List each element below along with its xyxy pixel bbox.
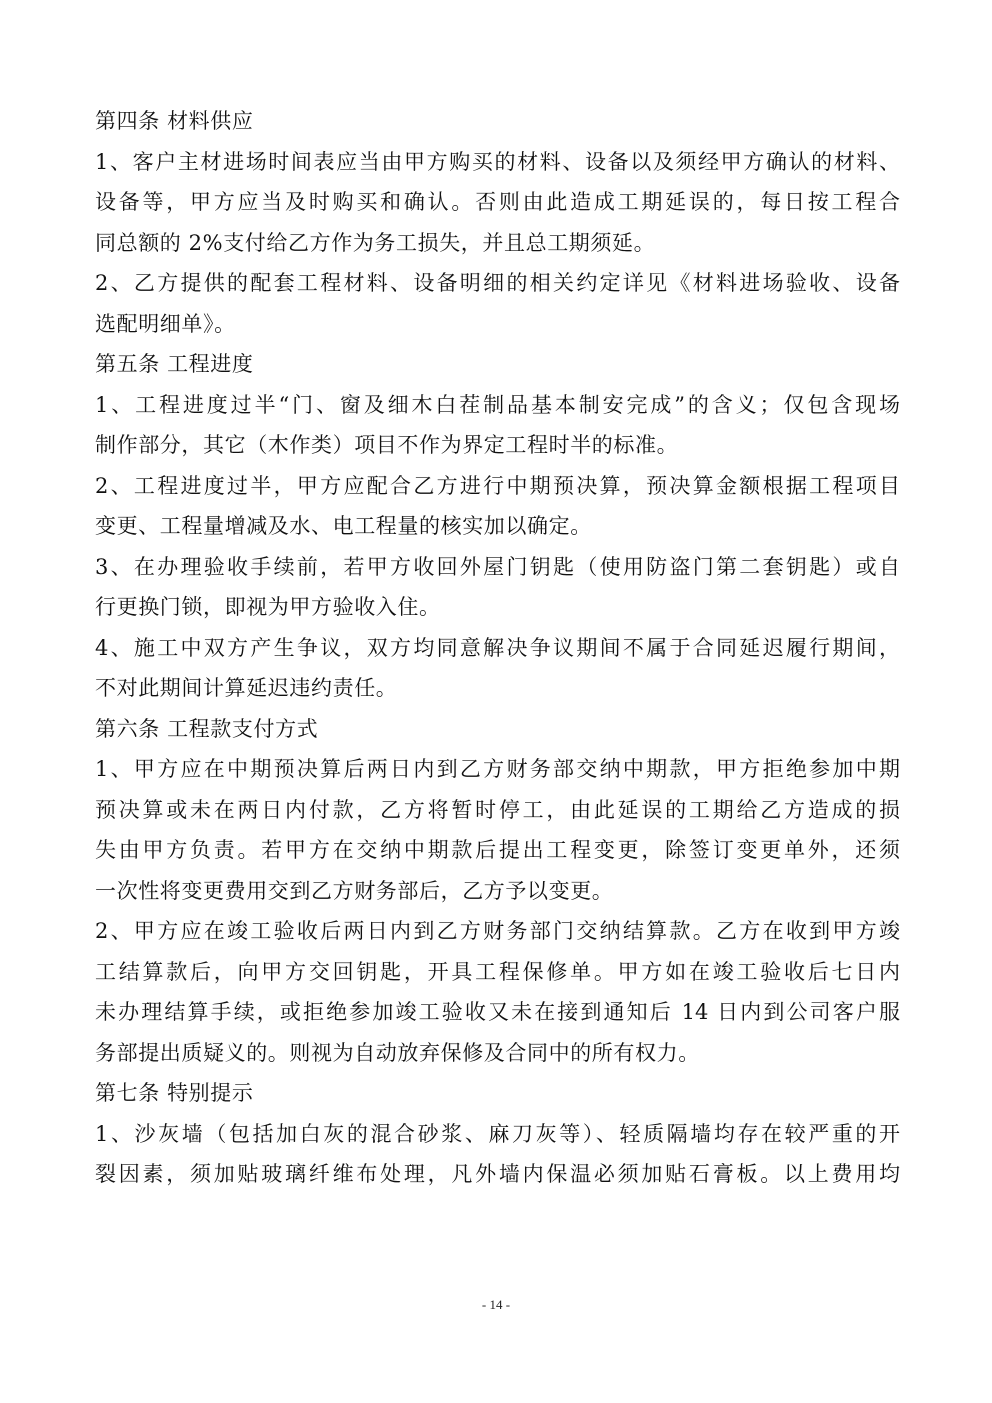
text-line: 3、在办理验收手续前，若甲方收回外屋门钥匙（使用防盗门第二套钥匙）或自 <box>95 554 900 579</box>
text-line: 同总额的 2%支付给乙方作为务工损失，并且总工期须延。 <box>95 230 656 255</box>
text-line: 工结算款后，向甲方交回钥匙，开具工程保修单。甲方如在竣工验收后七日内 <box>95 959 900 984</box>
text-line: 2、工程进度过半，甲方应配合乙方进行中期预决算，预决算金额根据工程项目 <box>95 473 900 498</box>
text-line: 第四条 材料供应 <box>95 109 254 133</box>
text-line: 2、乙方提供的配套工程材料、设备明细的相关约定详见《材料进场验收、设备 <box>95 271 900 295</box>
text-line: 第七条 特别提示 <box>95 1081 254 1105</box>
text-line: 第六条 工程款支付方式 <box>95 716 319 741</box>
text-line: 1、甲方应在中期预决算后两日内到乙方财务部交纳中期款，甲方拒绝参加中期 <box>95 757 900 781</box>
text-line: 失由甲方负责。若甲方在交纳中期款后提出工程变更，除签订变更单外，还须 <box>95 838 900 862</box>
text-line: 一次性将变更费用交到乙方财务部后，乙方予以变更。 <box>95 878 614 903</box>
text-line: 预决算或未在两日内付款，乙方将暂时停工，由此延误的工期给乙方造成的损 <box>95 797 900 822</box>
document-body <box>95 101 900 1195</box>
text-line: 制作部分，其它（木作类）项目不作为界定工程时半的标准。 <box>95 433 679 457</box>
text-line: 设备等，甲方应当及时购买和确认。否则由此造成工期延误的，每日按工程合 <box>95 190 900 214</box>
text-line: 第五条 工程进度 <box>95 352 254 376</box>
page-number: - 14 - <box>481 1297 511 1312</box>
text-line: 1、工程进度过半“门、窗及细木白茬制品基本制安完成”的含义；仅包含现场 <box>95 392 900 417</box>
text-line: 4、施工中双方产生争议，双方均同意解决争议期间不属于合同延迟履行期间， <box>95 635 900 660</box>
text-line: 变更、工程量增减及水、电工程量的核实加以确定。 <box>95 514 592 538</box>
text-line: 1、沙灰墙（包括加白灰的混合砂浆、麻刀灰等）、轻质隔墙均存在较严重的开 <box>95 1121 900 1146</box>
text-line: 2、甲方应在竣工验收后两日内到乙方财务部门交纳结算款。乙方在收到甲方竣 <box>95 919 900 943</box>
text-line: 选配明细单》。 <box>95 311 236 336</box>
text-line: 1、客户主材进场时间表应当由甲方购买的材料、设备以及须经甲方确认的材料、 <box>95 149 900 174</box>
text-line: 务部提出质疑义的。则视为自动放弃保修及合同中的所有权力。 <box>95 1040 700 1065</box>
text-line: 未办理结算手续，或拒绝参加竣工验收又未在接到通知后 14 日内到公司客户服 <box>95 1000 900 1024</box>
text-line: 裂因素，须加贴玻璃纤维布处理，凡外墙内保温必须加贴石膏板。以上费用均 <box>95 1162 900 1186</box>
text-line: 不对此期间计算延迟违约责任。 <box>95 676 398 700</box>
text-line: 行更换门锁，即视为甲方验收入住。 <box>95 595 441 619</box>
